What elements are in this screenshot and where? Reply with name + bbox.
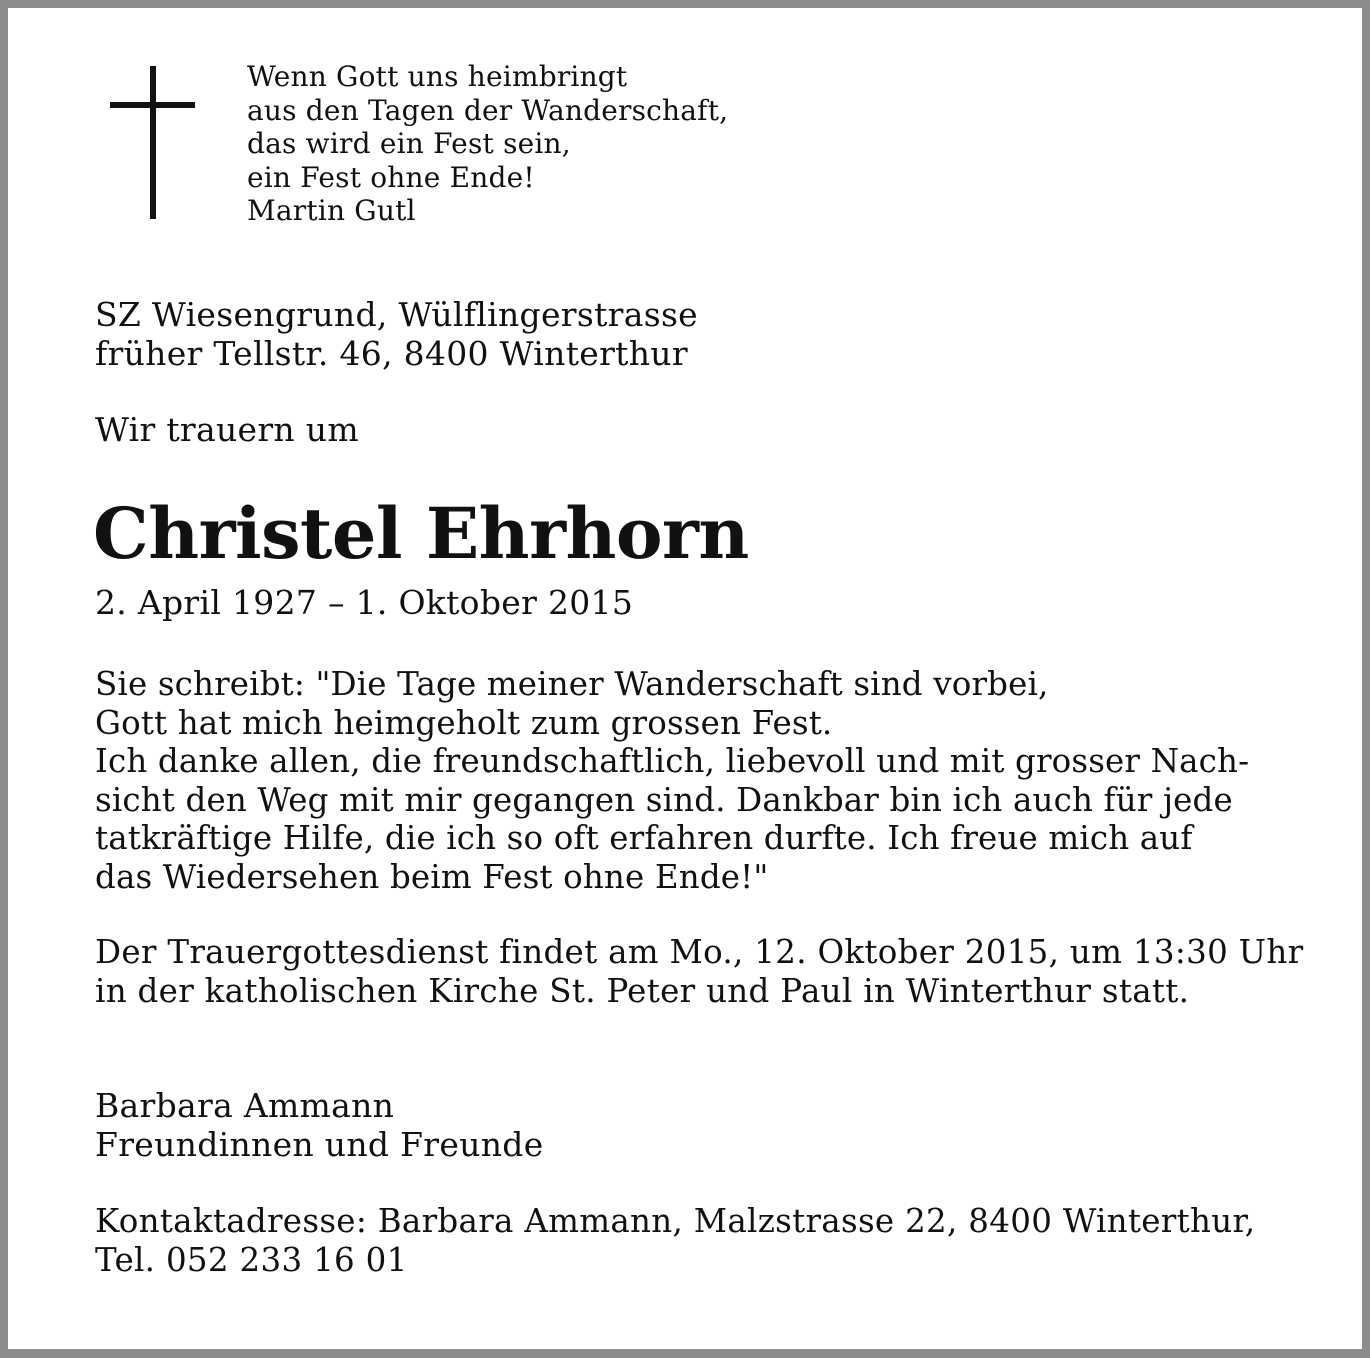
mourners-signature (95, 1087, 544, 1164)
contact-phone: Tel. 052 233 16 01 (95, 1240, 408, 1279)
obituary-notice (8, 8, 1362, 1349)
address-line: früher Tellstr. 46, 8400 Winterthur (95, 333, 688, 373)
signer-line: Freundinnen und Freunde (95, 1124, 544, 1164)
residence-address (95, 296, 698, 373)
poem-author: Martin Gutl (247, 194, 416, 227)
deceased-name: Christel Ehrhorn (93, 492, 749, 575)
poem-line: das wird ein Fest sein, (247, 127, 571, 160)
message-line: Sie schreibt: "Die Tage meiner Wanderschaft sind vorbei, (95, 665, 1049, 703)
service-line: Der Trauergottesdienst findet am Mo., 12. Oktober 2015, um 13:30 Uhr (95, 933, 1304, 971)
contact-address (95, 1202, 1255, 1279)
life-dates: 2. April 1927 – 1. Oktober 2015 (95, 583, 634, 622)
message-line: Ich danke allen, die freundschaftlich, liebevoll und mit grosser Nach- (95, 742, 1250, 780)
message-line: sicht den Weg mit mir gegangen sind. Dankbar bin ich auch für jede (95, 780, 1233, 819)
poem-quote (247, 60, 728, 228)
cross-horizontal-bar (110, 102, 195, 108)
farewell-message (95, 665, 1249, 896)
cross-icon (110, 66, 195, 219)
message-line: das Wiedersehen beim Fest ohne Ende!" (95, 857, 769, 896)
contact-line: Kontaktadresse: Barbara Ammann, Malzstrasse 22, 8400 Winterthur, (95, 1202, 1256, 1240)
mourning-intro: Wir trauern um (95, 410, 359, 449)
poem-line: aus den Tagen der Wanderschaft, (247, 93, 729, 127)
funeral-service-info (95, 933, 1303, 1010)
poem-line: Wenn Gott uns heimbringt (247, 60, 628, 93)
message-line: tatkräftige Hilfe, die ich so oft erfahren durfte. Ich freue mich auf (95, 819, 1193, 857)
cross-vertical-bar (150, 66, 156, 219)
message-line: Gott hat mich heimgeholt zum grossen Fest. (95, 703, 833, 742)
poem-line: ein Fest ohne Ende! (247, 160, 535, 194)
service-line: in der katholischen Kirche St. Peter und Paul in Winterthur statt. (95, 971, 1190, 1010)
address-line: SZ Wiesengrund, Wülflingerstrasse (95, 295, 699, 334)
signer-line: Barbara Ammann (95, 1086, 395, 1125)
